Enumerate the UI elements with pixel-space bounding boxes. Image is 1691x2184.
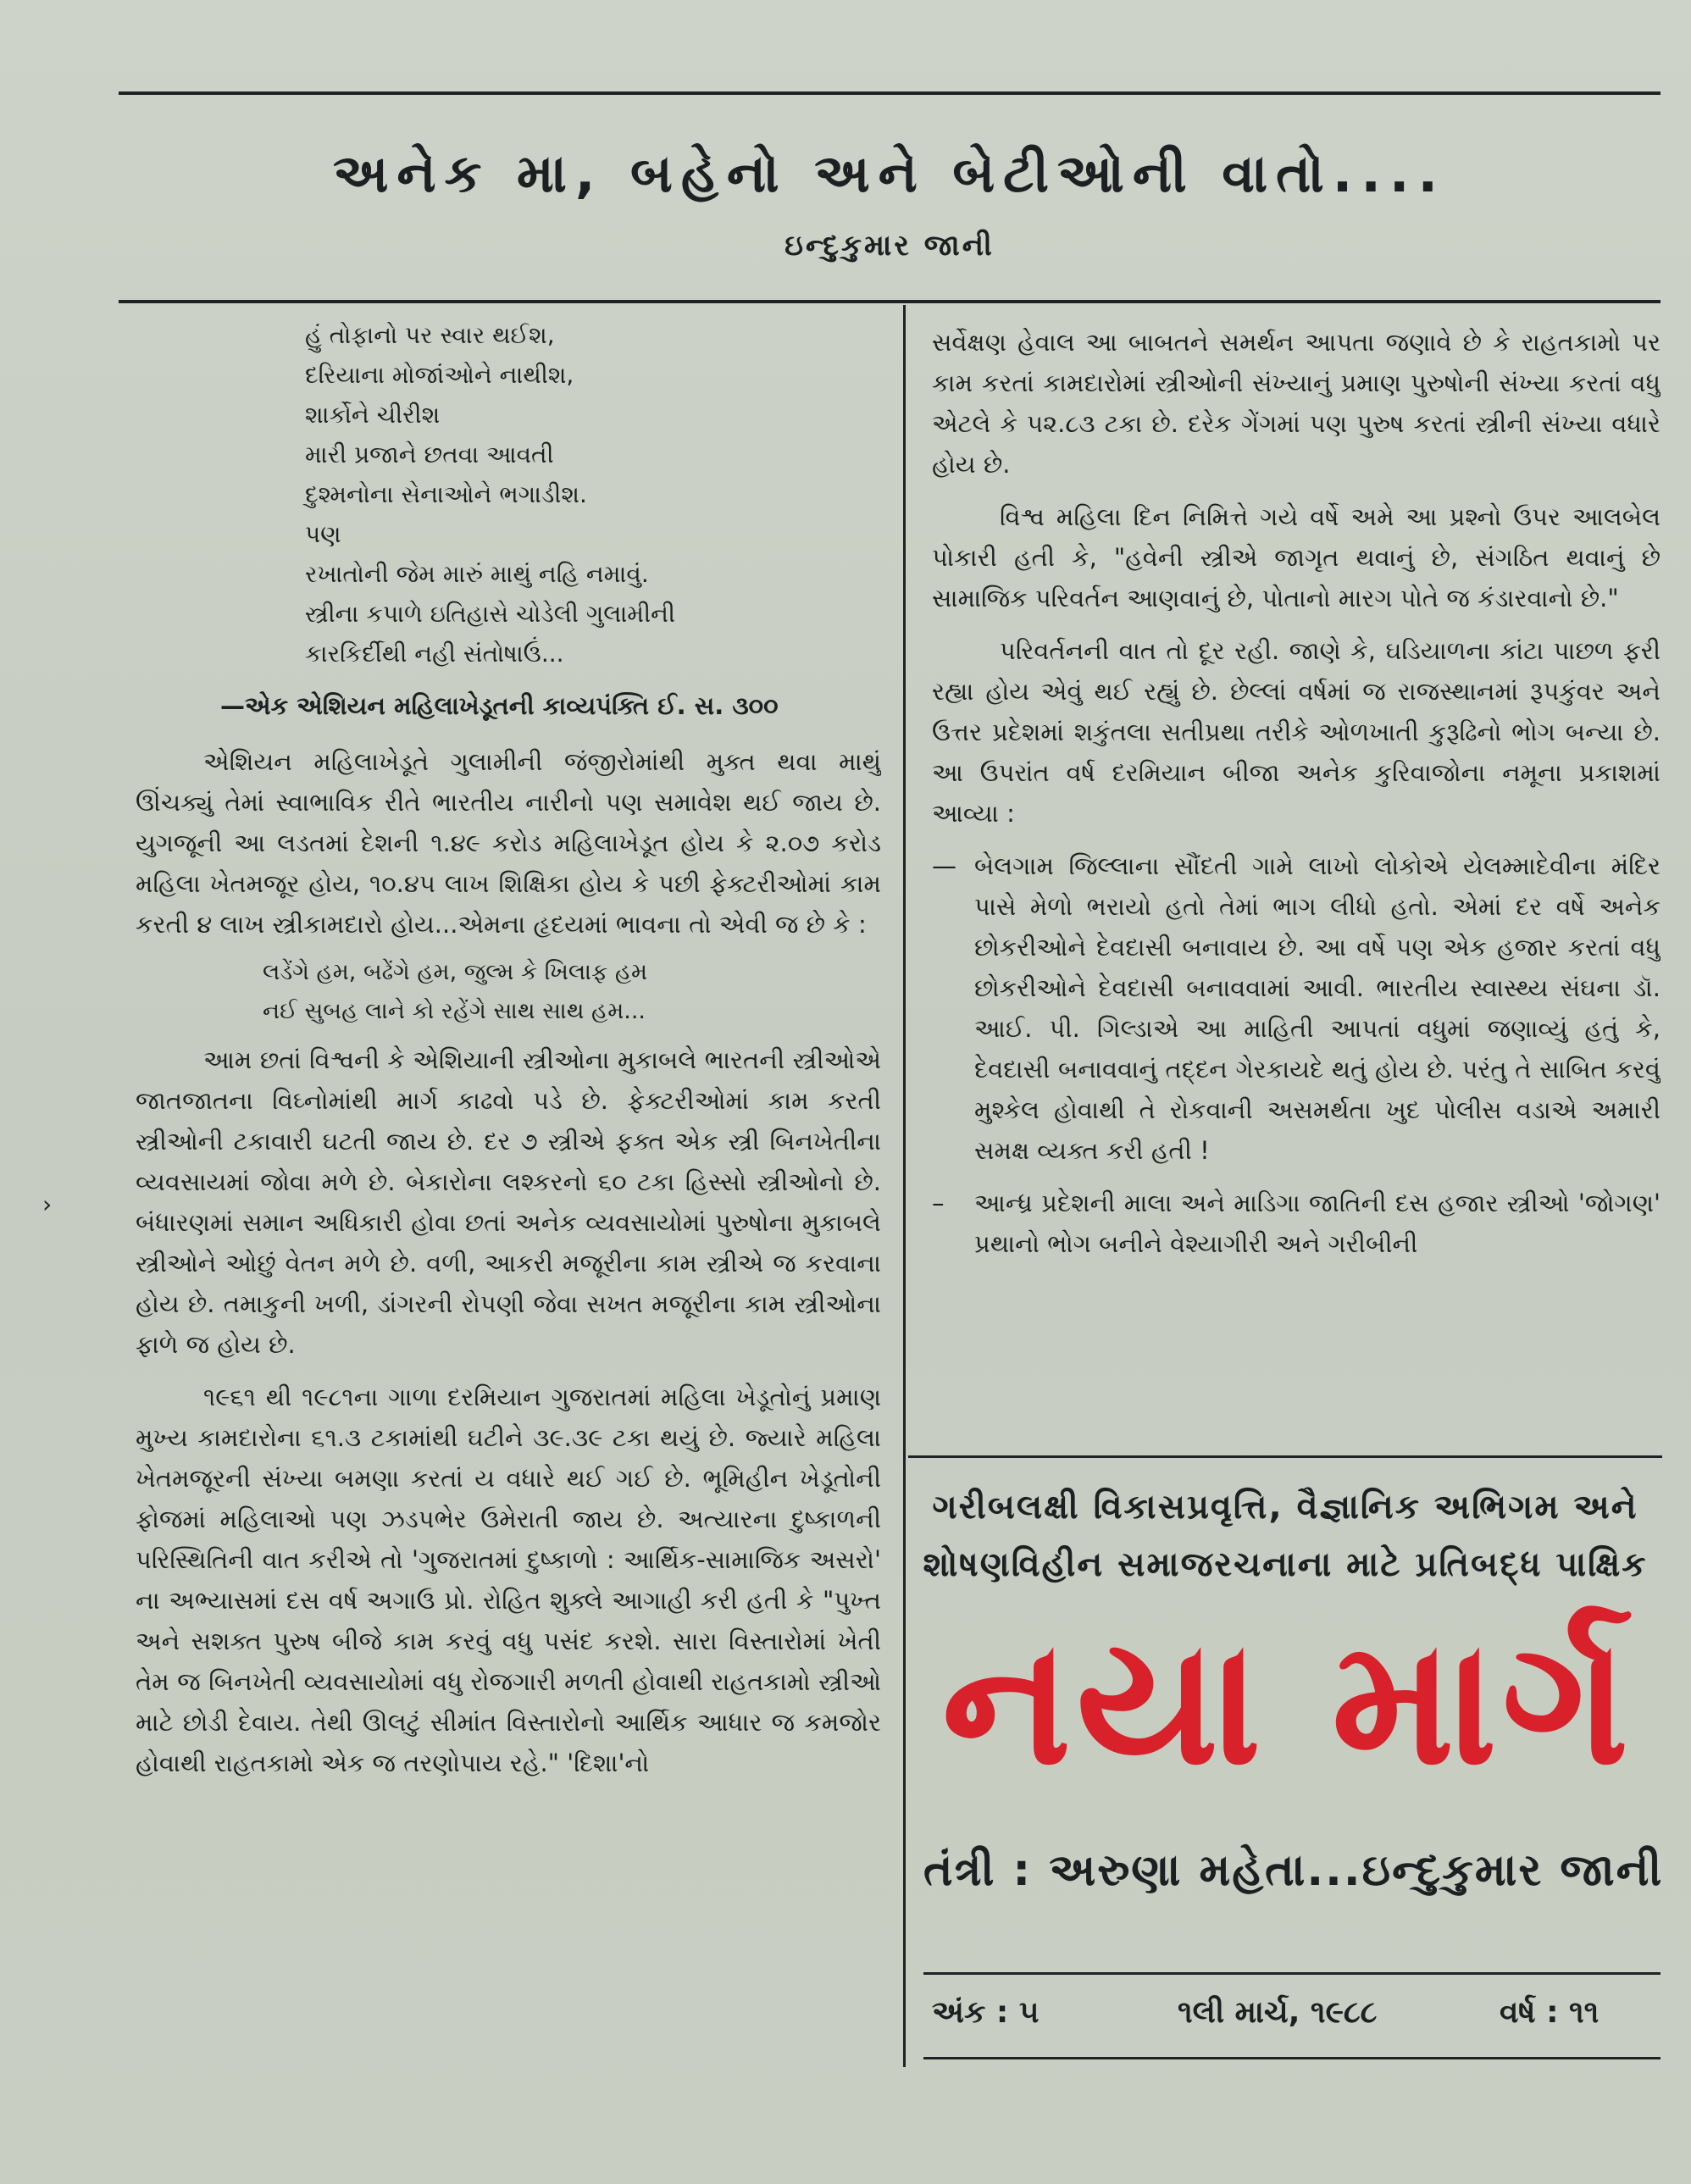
column-divider	[903, 305, 906, 2067]
paragraph: આમ છતાં વિશ્વની કે એશિયાની સ્ત્રીઓના મુકાબલે ભારતની સ્ત્રીઓએ જાતજાતના વિઘ્નોમાંથી માર્ગ કાઢવો પડે છે. ફેક્ટરીઓમાં કામ કરતી સ્ત્રીઓની ટકાવારી ઘટતી જાય છે. દર ૭ સ્ત્રીએ ફક્ત એક સ્ત્રી બિનખેતીના વ્યવસાયમાં જોવા મળે છે. બેકારોના લશ્કરનો ૬૦ ટકા હિસ્સો સ્ત્રીઓનો છે. બંધારણમાં સમાન અધિકારી હોવા છતાં અનેક વ્યવસાયોમાં પુરુષોના મુકાબલે સ્ત્રીઓને ઓછું વેતન મળે છે. વળી, આકરી મજૂરીના કામ સ્ત્રીએ જ કરવાના હોય છે. તમાકુની ખળી, ડાંગરની રોપણી જેવા સખત મજૂરીના કામ સ્ત્રીઓના ફાળે જ હોય છે.	[136, 1045, 881, 1359]
paragraph: સર્વેક્ષણ હેવાલ આ બાબતને સમર્થન આપતા જણાવે છે કે રાહતકામો પર કામ કરતાં કામદારોમાં સ્ત્રીઓની સંખ્યાનું પ્રમાણ પુરુષોની સંખ્યા કરતાં વધુ એટલે કે ૫૨.૮૩ ટકા છે. દરેક ગેંગમાં પણ પુરુષ કરતાં સ્ત્રીની સંખ્યા વધારે હોય છે.	[932, 328, 1661, 479]
tagline-line: ગરીબલક્ષી વિકાસપ્રવૃત્તિ, વૈજ્ઞાનિક અભિગમ અને	[932, 1488, 1638, 1527]
poem-line: કારકિર્દીથી નહી સંતોષાઉં...	[305, 640, 564, 668]
issue-top-rule	[923, 1972, 1661, 1975]
magazine-title: નયા માર્ગ	[941, 1602, 1634, 1804]
masthead-top-rule	[908, 1455, 1662, 1458]
article-title: અનેક મા, બહેનો અને બેટીઓની વાતો....	[333, 142, 1446, 204]
bullet-item	[932, 845, 1661, 1171]
left-column	[136, 315, 881, 2137]
paragraph: ૧૯૬૧ થી ૧૯૮૧ના ગાળા દરમિયાન ગુજરાતમાં મહિલા ખેડૂતોનું પ્રમાણ મુખ્ય કામદારોના ૬૧.૩ ટકામાંથી ઘટીને ૩૯.૩૯ ટકા થયું છે. જ્યારે મહિલા ખેતમજૂરની સંખ્યા બમણા કરતાં ય વધારે થઈ ગઈ છે. ભૂમિહીન ખેડૂતોની ફોજમાં મહિલાઓ પણ ઝડપભેર ઉમેરાતી જાય છે. અત્યારના દુષ્કાળની પરિસ્થિતિની વાત કરીએ તો 'ગુજરાતમાં દુષ્કાળો : આર્થિક-સામાજિક અસરો' ના અભ્યાસમાં દસ વર્ષ અગાઉ પ્રો. રોહિત શુક્લે આગાહી કરી હતી કે "પુખ્ત અને સશક્ત પુરુષ બીજે કામ કરવું વધુ પસંદ કરશે. સારા વિસ્તારોમાં ખેતી તેમ જ બિનખેતી વ્યવસાયોમાં વધુ રોજગારી મળતી હોવાથી રાહતકામો સ્ત્રીઓ માટે છોડી દેવાય. તેથી ઊલટું સીમાંત વિસ્તારોનો આર્થિક આધાર જ કમજોર હોવાથી રાહતકામો એક જ તરણોપાય રહે." 'દિશા'નો	[136, 1383, 881, 1777]
bullet-text: આન્ધ્ર પ્રદેશની માલા અને માડિગા જાતિની દસ હજાર સ્ત્રીઓ 'જોગણ' પ્રથાનો ભોગ બનીને વેશ્યાગીરી અને ગરીબીની	[974, 1189, 1661, 1258]
tagline-line: શોષણવિહીન સમાજરચનાના માટે પ્રતિબદ્ધ પાક્ષિક	[923, 1545, 1648, 1584]
poem-attribution: —એક એશિયન મહિલાખેડૂતની કાવ્યપંક્તિ ઈ. સ. ૩૦૦	[220, 691, 779, 720]
poem-line: હું તોફાનો પર સ્વાર થઈશ,	[305, 321, 555, 349]
paragraph: પરિવર્તનની વાત તો દૂર રહી. જાણે કે, ઘડિયાળના કાંટા પાછળ ફરી રહ્યા હોય એવું થઈ રહ્યું છે. છેલ્લાં વર્ષમાં જ રાજસ્થાનમાં રૂપકુંવર અને ઉત્તર પ્રદેશમાં શકુંતલા સતીપ્રથા તરીકે ઓળખાતી કુરૂઢિનો ભોગ બન્યા છે. આ ઉપરાંત વર્ષ દરમિયાન બીજા અનેક કુરિવાજોના નમૂના પ્રકાશમાં આવ્યા :	[932, 636, 1661, 828]
quoted-couplet	[263, 953, 881, 1031]
masthead-tagline	[908, 1478, 1662, 1594]
bullet-item	[932, 1183, 1661, 1264]
editors-line: તંત્રી : અરુણા મહેતા...ઇન્દુકુમાર જાની	[923, 1845, 1664, 1896]
bullet-dash: —	[932, 851, 956, 880]
paragraph: વિશ્વ મહિલા દિન નિમિત્તે ગયે વર્ષે અમે આ પ્રશ્નો ઉપર આલબેલ પોકારી હતી કે, "હવેની સ્ત્રીએ જાગૃત થવાનું છે, સંગઠિત થવાનું છે સામાજિક પરિવર્તન આણવાનું છે, પોતાનો મારગ પોતે જ કંડારવાનો છે."	[932, 502, 1661, 613]
right-column	[932, 322, 1661, 1457]
poem-line: મારી પ્રજાને છતવા આવતી	[305, 441, 554, 468]
margin-mark: ›	[42, 1190, 53, 1218]
bullet-dash: –	[932, 1189, 945, 1217]
poem	[305, 315, 881, 673]
title-rule	[119, 300, 1661, 303]
poem-line: રખાતોની જેમ મારું માથું નહિ નમાવું.	[305, 560, 649, 588]
couplet-line: નઈ સુબહ લાને કો રહેંગે સાથ સાથ હમ...	[263, 998, 646, 1024]
poem-line: સ્ત્રીના કપાળે ઇતિહાસે ચોડેલી ગુલામીની	[305, 600, 675, 628]
issue-info	[923, 1995, 1652, 2046]
issue-year: વર્ષ : ૧૧	[1500, 1995, 1600, 2030]
issue-date: ૧લી માર્ચ, ૧૯૮૮	[1178, 1995, 1378, 2030]
article-author: ઇન્દુકુમાર જાની	[785, 229, 995, 263]
paragraph: એશિયન મહિલાખેડૂતે ગુલામીની જંજીરોમાંથી મુક્ત થવા માથું ઊંચક્યું તેમાં સ્વાભાવિક રીતે ભારતીય નારીનો પણ સમાવેશ થઈ જાય છે. યુગજૂની આ લડતમાં દેશની ૧.૪૯ કરોડ મહિલાખેડૂત હોય કે ૨.૦૭ કરોડ મહિલા ખેતમજૂર હોય, ૧૦.૪૫ લાખ શિક્ષિકા હોય કે પછી ફેક્ટરીઓમાં કામ કરતી ૪ લાખ સ્ત્રીકામદારો હોય...એમના હૃદયમાં ભાવના તો એવી જ છે કે :	[136, 747, 881, 939]
bullet-text: બેલગામ જિલ્લાના સૌંદતી ગામે લાખો લોકોએ યેલમ્માદેવીના મંદિર પાસે મેળો ભરાયો હતો તેમાં ભાગ લીધો હતો. એમાં દર વર્ષે અનેક છોકરીઓને દેવદાસી બનાવાય છે. આ વર્ષે પણ એક હજાર કરતાં વધુ છોકરીઓને દેવદાસી બનાવવામાં આવી. ભારતીય સ્વાસ્થ્ય સંઘના ડૉ. આઈ. પી. ગિલ્ડાએ આ માહિતી આપતાં વધુમાં જણાવ્યું હતું કે, દેવદાસી બનાવવાનું તદ્દન ગેરકાયદે થતું હોય છે. પરંતુ તે સાબિત કરવું મુશ્કેલ હોવાથી તે રોકવાની અસમર્થતા ખુદ પોલીસ વડાએ અમારી સમક્ષ વ્યક્ત કરી હતી !	[974, 851, 1661, 1165]
poem-line: દરિયાના મોજાંઓને નાથીશ,	[305, 361, 574, 389]
top-rule	[119, 91, 1661, 95]
issue-number: અંક : ૫	[932, 1995, 1040, 2030]
poem-line: શાર્કોને ચીરીશ	[305, 401, 441, 429]
poem-line: દુશ્મનોના સેનાઓને ભગાડીશ.	[305, 480, 587, 508]
couplet-line: લડેંગે હમ, બઢેંગે હમ, જુલ્મ કે ખિલાફ હમ	[263, 959, 648, 985]
issue-bottom-rule	[923, 2057, 1661, 2059]
poem-line: પણ	[305, 520, 341, 548]
